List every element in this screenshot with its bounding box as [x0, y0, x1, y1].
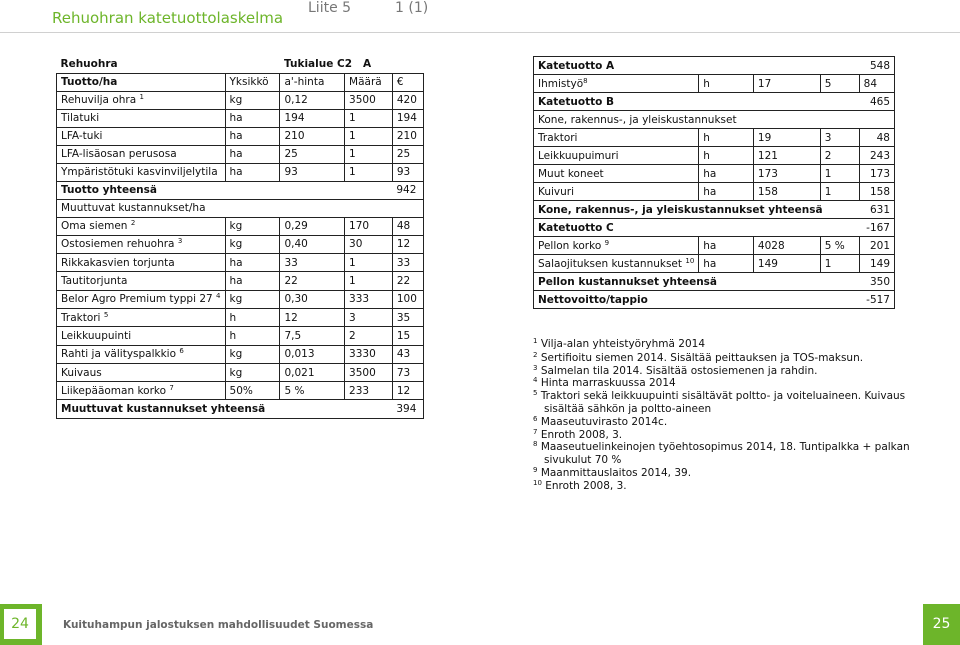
table-row: LFA-tuki ha 210 1 210	[57, 127, 424, 145]
footnote: $^3$ Salmelan tila 2014. Sisältää ostosiemenen ja rahdin.	[533, 363, 818, 377]
footnote: $^6$ Maaseutuvirasto 2014c.	[533, 414, 668, 428]
page-number-right: 25	[923, 604, 960, 645]
left-table	[56, 56, 424, 419]
table-row: Rahti ja välityspalkkio $^6$ kg 0,013 3330 43	[57, 345, 424, 363]
table-row: LFA-lisäosan perusosa ha 25 1 25	[57, 145, 424, 163]
table-row: Salaojituksen kustannukset $^{10}$ ha 149 1 149	[534, 255, 895, 273]
footnote: $^7$ Enroth 2008, 3.	[533, 427, 623, 441]
costs-title-row: Muuttuvat kustannukset/ha	[57, 199, 424, 217]
footer-title: Kuituhampun jalostuksen mahdollisuudet Suomessa	[63, 619, 374, 631]
right-table	[533, 56, 895, 309]
footnote: $^5$ Traktori sekä leikkuupuinti sisältävät poltto- ja voiteluaineen. Kuivaus sisältää sähkön ja poltto-aineen	[533, 389, 906, 415]
table-row: Kuivaus kg 0,021 3500 73	[57, 363, 424, 381]
appendix-label: Liite 5	[308, 0, 352, 16]
table-row: Tilatuki ha 194 1 194	[57, 109, 424, 127]
field-total-row: Pellon kustannukset yhteensä 350	[534, 273, 895, 291]
table-row: Liikepääoman korko $^7$ 50% 5 % 233 12	[57, 382, 424, 400]
table-row: Oma siemen $^2$ kg 0,29 170 48	[57, 217, 424, 235]
table-row: Traktori $^5$ h 12 3 35	[57, 308, 424, 326]
table-row: Leikkuupuimuri h 121 2 243	[534, 147, 895, 165]
table-row: Pellon korko $^9$ ha 4028 5 % 201	[534, 237, 895, 255]
footnote: $^8$ Maaseutuelinkeinojen työehtosopimus 2014, 18. Tuntipalkka + palkan sivukulut 70 %	[533, 440, 910, 467]
page-number-left: 24	[4, 609, 36, 639]
footnote: $^4$ Hinta marraskuussa 2014	[533, 376, 676, 390]
header-divider	[0, 32, 960, 33]
table-row: Muut koneet ha 173 1 173	[534, 165, 895, 183]
page-title: Rehuohran katetuottolaskelma	[52, 9, 284, 27]
costs-total-row: Muuttuvat kustannukset yhteensä 394	[57, 400, 424, 419]
kt-b-row: Katetuotto B 465	[534, 93, 895, 111]
table-top-row	[57, 56, 424, 73]
income-total-row: Tuotto yhteensä 942	[57, 181, 424, 199]
page-count: 1 (1)	[395, 0, 429, 16]
table-header-row: Tuotto/ha Yksikkö a'-hinta Määrä €	[57, 73, 424, 91]
table-row: Ympäristötuki kasvinviljelytila ha 93 1 93	[57, 163, 424, 181]
table-row: Belor Agro Premium typpi 27 $^4$ kg 0,30 333 100	[57, 290, 424, 308]
machine-title-row: Kone, rakennus-, ja yleiskustannukset	[534, 111, 895, 129]
region-label: Tukialue C2 A	[283, 58, 372, 71]
net-row: Nettovoitto/tappio -517	[534, 291, 895, 309]
ihmistyo-row: Ihmistyö$^8$ h 17 5 84	[534, 75, 895, 93]
footnotes	[533, 338, 910, 493]
machine-total-row: Kone, rakennus-, ja yleiskustannukset yhteensä 631	[534, 201, 895, 219]
footnote: $^1$ Vilja-alan yhteistyöryhmä 2014	[533, 337, 706, 350]
table-row: Traktori h 19 3 48	[534, 129, 895, 147]
table-row: Leikkuupuinti h 7,5 2 15	[57, 327, 424, 345]
table-row: Rehuvilja ohra $^1$ kg 0,12 3500 420	[57, 91, 424, 109]
footnote: $^9$ Maanmittauslaitos 2014, 39.	[533, 465, 692, 479]
footer-left-badge	[0, 604, 42, 645]
kt-a-row: Katetuotto A 548	[534, 57, 895, 75]
footnote: $^{10}$ Enroth 2008, 3.	[533, 478, 627, 492]
table-row: Tautitorjunta ha 22 1 22	[57, 272, 424, 290]
footnote: $^2$ Sertifioitu siemen 2014. Sisältää peittauksen ja TOS-maksun.	[533, 350, 864, 364]
table-label: Rehuohra	[60, 58, 118, 71]
table-row: Kuivuri ha 158 1 158	[534, 183, 895, 201]
table-row: Rikkakasvien torjunta ha 33 1 33	[57, 254, 424, 272]
table-row: Ostosiemen rehuohra $^3$ kg 0,40 30 12	[57, 235, 424, 253]
kt-c-row: Katetuotto C -167	[534, 219, 895, 237]
